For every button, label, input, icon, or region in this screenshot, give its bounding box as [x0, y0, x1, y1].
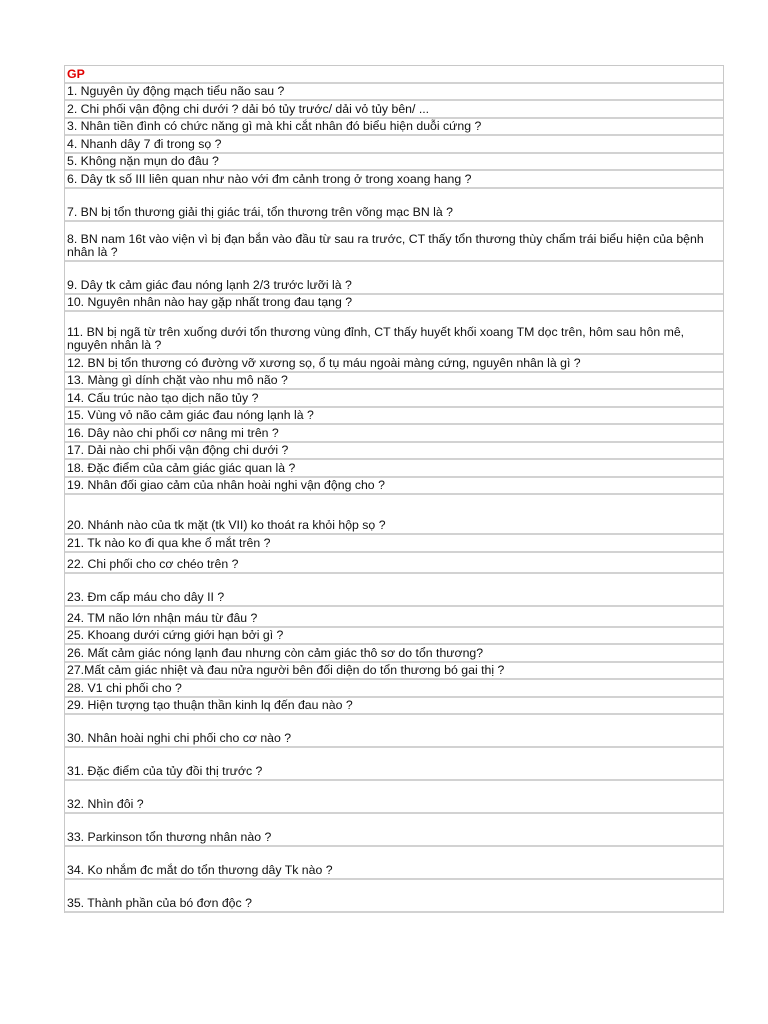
question-text: 14. Cấu trúc nào tạo dịch não tủy ? [67, 390, 259, 405]
question-text: 1. Nguyên ủy động mạch tiểu não sau ? [67, 84, 285, 98]
question-text: 35. Thành phần của bó đơn độc ? [67, 896, 252, 910]
question-row [65, 295, 723, 313]
question-row [65, 189, 723, 222]
question-row [65, 645, 723, 663]
question-text: 9. Dây tk cảm giác đau nóng lạnh 2/3 trước lưỡi là ? [67, 277, 352, 292]
question-row [65, 495, 723, 535]
question-text: 28. V1 chi phối cho ? [67, 680, 182, 695]
question-row [65, 408, 723, 426]
question-row [65, 262, 723, 295]
question-row [65, 136, 723, 154]
question-text: 16. Dây nào chi phối cơ nâng mi trên ? [67, 425, 279, 440]
question-text: 12. BN bị tổn thương có đường vỡ xương sọ, ổ tụ máu ngoài màng cứng, nguyên nhân là gì ? [67, 355, 581, 370]
question-row [65, 680, 723, 698]
question-row [65, 478, 723, 496]
question-text: 5. Không nặn mụn do đâu ? [67, 154, 219, 168]
question-text: 11. BN bị ngã từ trên xuống dưới tổn thương vùng đỉnh, CT thấy huyết khối xoang TM dọc trên, hôm sau hôn mê, nguyên nhân là ? [67, 325, 685, 352]
question-row [65, 443, 723, 461]
question-text: 15. Vùng vỏ não cảm giác đau nóng lạnh là ? [67, 408, 314, 422]
question-text: 6. Dây tk số III liên quan như nào với đm cảnh trong ở trong xoang hang ? [67, 171, 472, 186]
question-row [65, 553, 723, 574]
question-row [65, 715, 723, 748]
question-row [65, 535, 723, 553]
question-text: 33. Parkinson tổn thương nhân nào ? [67, 830, 272, 844]
question-text: 2. Chi phối vận động chi dưới ? dải bó tủy trước/ dải vỏ tủy bên/ ... [67, 101, 430, 116]
question-row [65, 847, 723, 880]
question-row [65, 814, 723, 847]
question-text: 8. BN nam 16t vào viện vì bị đạn bắn vào đầu từ sau ra trước, CT thấy tổn thương thùy chẩm trái biểu hiện của bệnh nhân là ? [67, 231, 704, 259]
question-text: 18. Đặc điểm của cảm giác giác quan là ? [67, 460, 296, 475]
question-text: 10. Nguyên nhân nào hay gặp nhất trong đau tạng ? [67, 295, 353, 309]
sheet-title-row [65, 66, 723, 84]
question-row [65, 628, 723, 646]
question-text: 23. Đm cấp máu cho dây II ? [67, 589, 225, 604]
question-text: 31. Đặc điểm của tủy đồi thị trước ? [67, 764, 263, 778]
question-sheet [64, 65, 724, 913]
question-text: 4. Nhanh dây 7 đi trong sọ ? [67, 136, 222, 151]
question-text: 7. BN bị tổn thương giải thị giác trái, tổn thương trên võng mạc BN là ? [67, 204, 453, 219]
question-text: 24. TM não lớn nhận máu từ đâu ? [67, 610, 258, 625]
question-text: 17. Dải nào chi phối vận động chi dưới ? [67, 443, 289, 457]
question-list [65, 84, 723, 914]
question-text: 21. Tk nào ko đi qua khe ổ mắt trên ? [67, 535, 271, 550]
question-text: 19. Nhân đối giao cảm của nhân hoài nghi vận động cho ? [67, 478, 385, 492]
question-text: 22. Chi phối cho cơ chéo trên ? [67, 556, 239, 571]
question-text: 30. Nhân hoài nghi chi phối cho cơ nào ? [67, 731, 292, 745]
question-text: 29. Hiện tượng tạo thuận thần kinh lq đến đau nào ? [67, 698, 353, 712]
question-row [65, 222, 723, 262]
question-row [65, 781, 723, 814]
question-row [65, 748, 723, 781]
question-row [65, 84, 723, 102]
question-row [65, 373, 723, 391]
question-row [65, 390, 723, 408]
question-row [65, 171, 723, 189]
question-row [65, 425, 723, 443]
question-text: 34. Ko nhắm đc mắt do tổn thương dây Tk nào ? [67, 863, 333, 877]
question-text: 26. Mất cảm giác nóng lạnh đau nhưng còn cảm giác thô sơ do tổn thương? [67, 645, 484, 660]
question-row [65, 101, 723, 119]
question-text: 13. Màng gì dính chặt vào nhu mô não ? [67, 373, 288, 387]
question-text: 3. Nhân tiền đình có chức năng gì mà khi cắt nhân đó biểu hiện duỗi cứng ? [67, 119, 482, 133]
question-text: 27.Mất cảm giác nhiệt và đau nửa người bên đối diện do tổn thương bó gai thị ? [67, 663, 505, 677]
question-text: 20. Nhánh nào của tk mặt (tk VII) ko thoát ra khỏi hộp sọ ? [67, 518, 386, 532]
question-text: 32. Nhìn đôi ? [67, 797, 144, 811]
question-row [65, 880, 723, 913]
question-row [65, 460, 723, 478]
question-row [65, 154, 723, 172]
question-row [65, 312, 723, 355]
question-row [65, 663, 723, 681]
question-row [65, 119, 723, 137]
question-row [65, 574, 723, 607]
question-text: 25. Khoang dưới cứng giới hạn bởi gì ? [67, 628, 284, 642]
question-row [65, 355, 723, 373]
question-row [65, 698, 723, 716]
sheet-title: GP [67, 66, 85, 81]
question-row [65, 607, 723, 628]
